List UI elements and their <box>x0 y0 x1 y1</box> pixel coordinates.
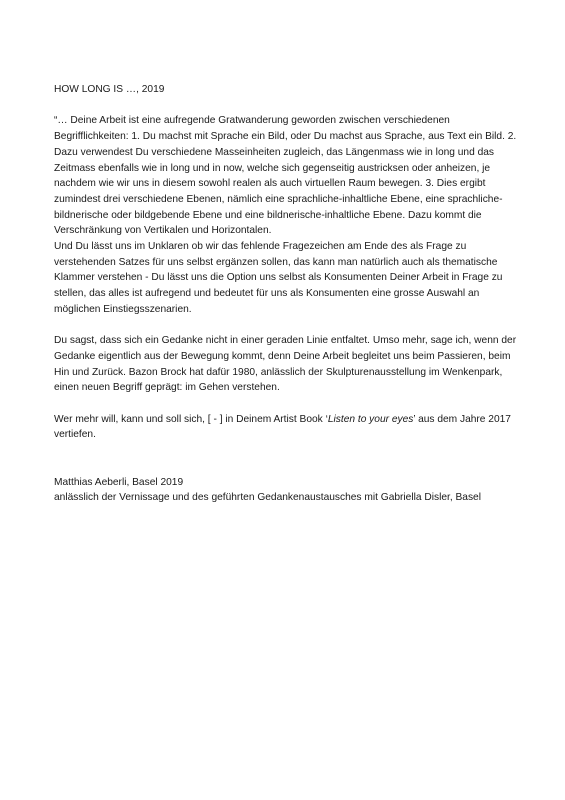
document-body <box>54 82 524 506</box>
paragraph-spacer <box>54 396 524 412</box>
artist-book-text-before: Wer mehr will, kann und soll sich, [ - ] in Deinem Artist Book ‘ <box>54 413 328 425</box>
document-title: HOW LONG IS …, 2019 <box>54 84 165 95</box>
signature-name: Matthias Aeberli, Basel 2019 <box>54 476 184 488</box>
signature-spacer <box>54 443 524 474</box>
artist-book-title: Listen to your eyes <box>327 413 414 425</box>
paragraph-intro: “… Deine Arbeit ist eine aufregende Gratwanderung geworden zwischen verschiedenen Begrifflichkeiten: 1. Du machst mit Sprache ein Bild, oder Du machst aus Sprache, aus Text ein Bild. 2. Dazu verwendest Du verschiedene Masseinheiten zugleich, das Längenmass wie in long und das Zeitmass ebenfalls wie in long und in now, welche sich gegenseitig austricksen oder anheizen, je nachdem wie wir uns in diesem sowohl realen als auch virtuellen Raum bewegen. 3. Dies ergibt zumindest drei verschiedene Ebenen, nämlich eine sprachliche-inhaltliche Ebene, eine sprachliche-bildnerische oder bildgebende Ebene und eine bildnerische-inhaltliche Ebene. Dazu kommt die Verschränkung von Vertikalen und Horizontalen. <box>54 115 517 237</box>
artist-book-text-after: ’ aus dem Jahre 2017 vertiefen. <box>54 413 511 441</box>
paragraph-question: Und Du lässt uns im Unklaren ob wir das fehlende Fragezeichen am Ende des als Frage zu verstehenden Satzes für uns selbst ergänzen sollen, das kann man natürlich auch als thematische Klammer verstehen - Du lässt uns die Option uns selbst als Konsumenten Deiner Arbeit in Frage zu stellen, das alles ist aufregend und bedeutet für uns als Konsumenten eine grosse Auswahl an möglichen Einstiegsszenarien. <box>54 241 503 315</box>
paragraph-artist-book <box>54 412 524 443</box>
paragraph-spacer <box>54 318 524 334</box>
paragraph-movement: Du sagst, dass sich ein Gedanke nicht in einer geraden Linie entfaltet. Umso mehr, sage ich, wenn der Gedanke eigentlich aus der Bewegung kommt, denn Deine Arbeit begleitet uns beim Passieren, beim Hin und Zurück. Bazon Brock hat dafür 1980, anlässlich der Skulpturenausstellung im Wenkenpark, einen neuen Begriff geprägt: im Gehen verstehen. <box>54 335 517 394</box>
signature-occasion: anlässlich der Vernissage und des geführten Gedankenaustausches mit Gabriella Disler, Basel <box>54 492 481 504</box>
